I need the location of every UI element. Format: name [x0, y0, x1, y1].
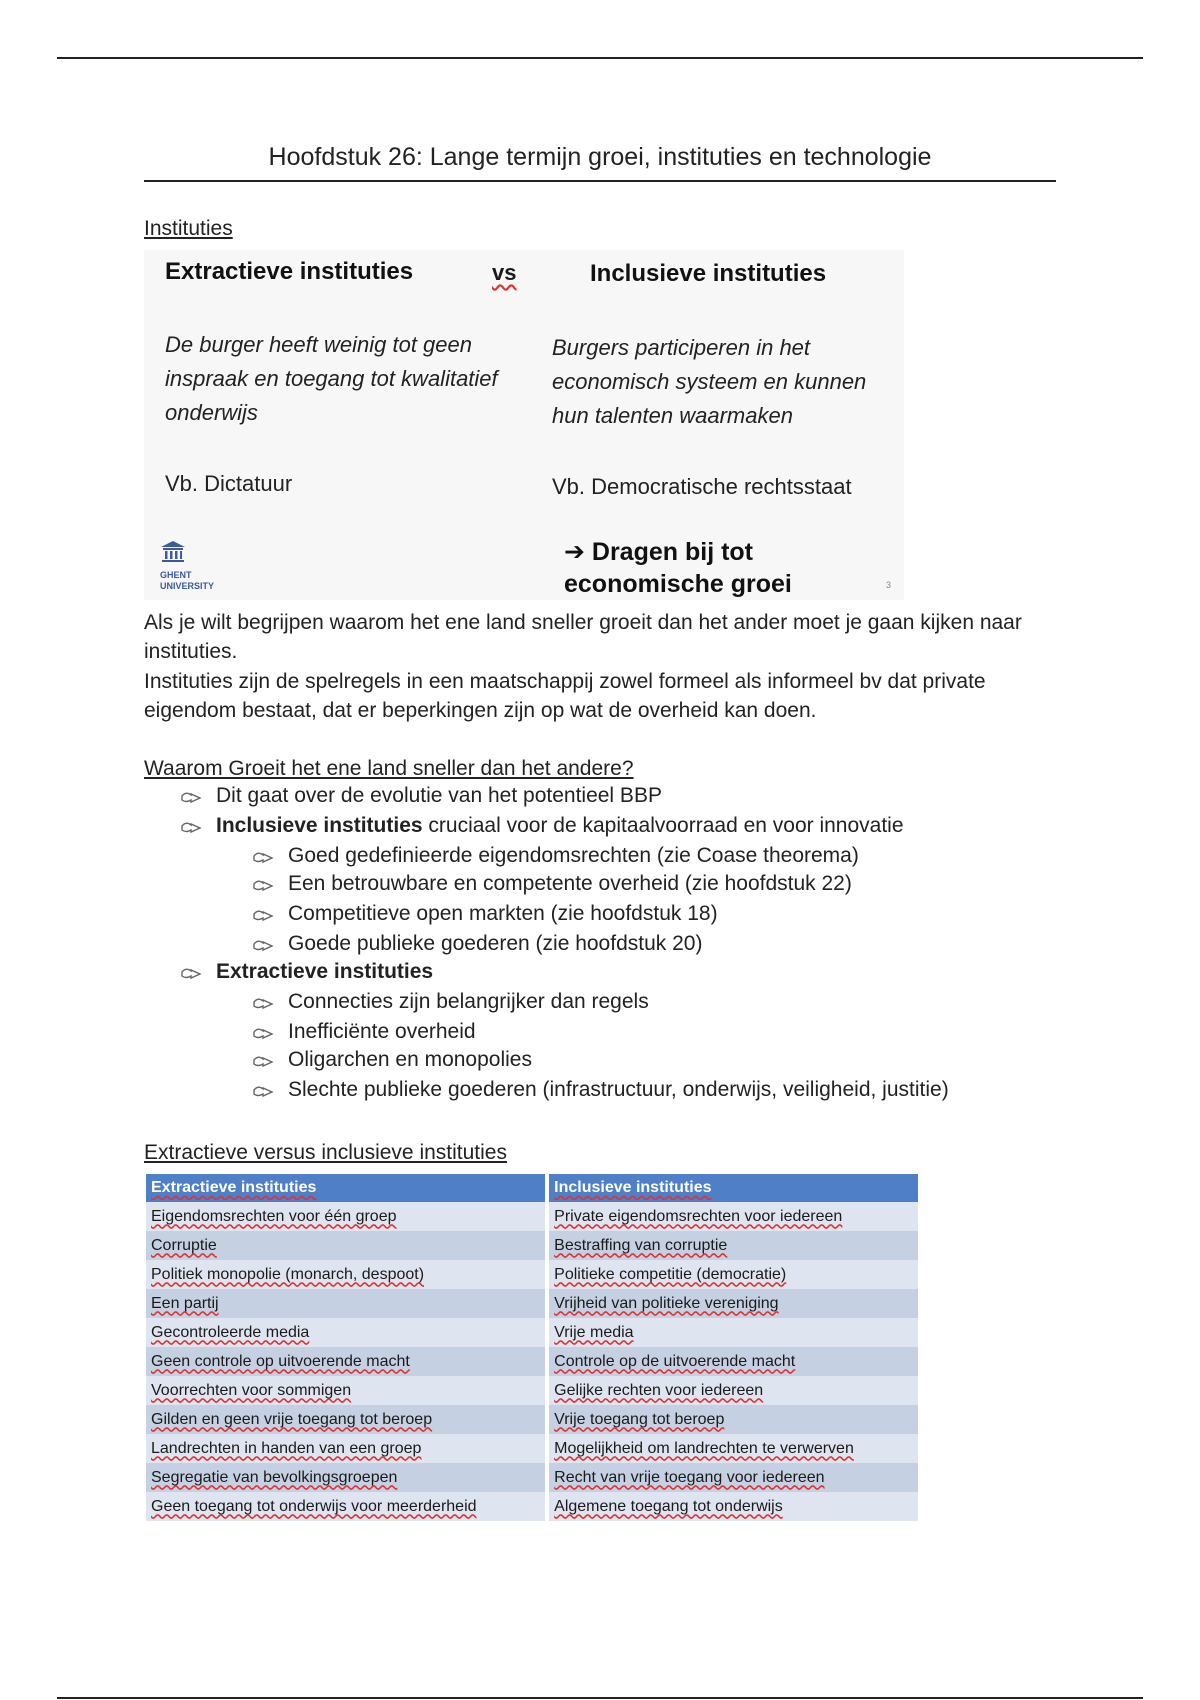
title-underline	[144, 180, 1056, 182]
table-cell: Gelijke rechten voor iedereen	[547, 1376, 920, 1405]
table-row	[146, 1347, 920, 1376]
arrow-bullet-icon	[252, 1026, 274, 1042]
page-title: Hoofdstuk 26: Lange termijn groei, instituties en technologie	[268, 143, 932, 171]
table-row	[146, 1463, 920, 1492]
table-cell: Landrechten in handen van een groep	[146, 1434, 547, 1463]
arrow-bullet-icon	[252, 850, 274, 866]
page-top-rule	[57, 57, 1143, 59]
table-cell: Eigendomsrechten voor één groep	[146, 1202, 547, 1231]
table-row	[146, 1434, 920, 1463]
university-logo-text: GHENT UNIVERSITY	[160, 570, 215, 591]
table-cell: Vrije media	[547, 1318, 920, 1347]
slide-conclusion	[564, 536, 792, 600]
table-cell: Voorrechten voor sommigen	[146, 1376, 547, 1405]
arrow-bullet-icon	[180, 820, 202, 836]
table-cell: Politieke competitie (democratie)	[547, 1260, 920, 1289]
table-cell: Corruptie	[146, 1231, 547, 1260]
table-cell: Gilden en geen vrije toegang tot beroep	[146, 1405, 547, 1434]
arrow-bullet-icon	[180, 790, 202, 806]
institutions-comparison-table	[146, 1174, 922, 1521]
section-heading-growth: Waarom Groeit het ene land sneller dan het andere?	[144, 757, 634, 780]
slide-left-description: De burger heeft weinig tot geen inspraak en toegang tot kwalitatief onderwijs	[165, 332, 498, 425]
slide-conclusion-line-2: economische groei	[564, 570, 792, 598]
table-cell: Gecontroleerde media	[146, 1318, 547, 1347]
table-cell: Bestraffing van corruptie	[547, 1231, 920, 1260]
slide-right-example: Vb. Democratische rechtsstaat	[552, 474, 852, 499]
table-cell: Geen controle op uitvoerende macht	[146, 1347, 547, 1376]
table-cell: Private eigendomsrechten voor iedereen	[547, 1202, 920, 1231]
table-row	[146, 1376, 920, 1405]
comparison-slide-image	[144, 250, 904, 600]
slide-left-title: Extractieve instituties	[165, 258, 414, 285]
arrow-bullet-icon	[252, 996, 274, 1012]
arrow-bullet-icon	[180, 966, 202, 982]
table-cell: Controle op de uitvoerende macht	[547, 1347, 920, 1376]
table-row	[146, 1318, 920, 1347]
table-cell: Segregatie van bevolkingsgroepen	[146, 1463, 547, 1492]
building-icon	[160, 540, 186, 564]
table-row	[146, 1231, 920, 1260]
arrow-bullet-icon	[252, 1084, 274, 1100]
table-row	[146, 1405, 920, 1434]
table-header-row	[146, 1174, 920, 1202]
table-header-inclusive: Inclusieve instituties	[547, 1174, 920, 1202]
slide-page-number: 3	[886, 580, 892, 590]
table-row	[146, 1289, 920, 1318]
table-cell: Vrije toegang tot beroep	[547, 1405, 920, 1434]
slide-vs-label: vs	[492, 260, 517, 285]
table-cell: Mogelijkheid om landrechten te verwerven	[547, 1434, 920, 1463]
table-cell: Algemene toegang tot onderwijs	[547, 1492, 920, 1521]
slide-left-example: Vb. Dictatuur	[165, 471, 293, 496]
table-row	[146, 1260, 920, 1289]
paragraph-why-institutions: Als je wilt begrijpen waarom het ene land sneller groeit dan het ander moet je gaan kijken naar instituties.	[144, 611, 1022, 663]
table-cell: Politiek monopolie (monarch, despoot)	[146, 1260, 547, 1289]
table-cell: Vrijheid van politieke vereniging	[547, 1289, 920, 1318]
page-bottom-rule	[57, 1697, 1143, 1699]
table-cell: Geen toegang tot onderwijs voor meerderheid	[146, 1492, 547, 1521]
arrow-bullet-icon	[252, 938, 274, 954]
slide-right-description: Burgers participeren in het economisch systeem en kunnen hun talenten waarmaken	[552, 335, 867, 428]
section-heading-comparison: Extractieve versus inclusieve instituties	[144, 1141, 507, 1164]
table-cell: Recht van vrije toegang voor iedereen	[547, 1463, 920, 1492]
arrow-bullet-icon	[252, 878, 274, 894]
paragraph-institutions-definition: Instituties zijn de spelregels in een maatschappij zowel formeel als informeel bv dat private eigendom bestaat, dat er beperkingen zijn op wat de overheid kan doen.	[144, 670, 986, 722]
arrow-bullet-icon	[252, 908, 274, 924]
table-row	[146, 1202, 920, 1231]
table-cell: Een partij	[146, 1289, 547, 1318]
slide-right-title: Inclusieve instituties	[590, 260, 827, 287]
table-row	[146, 1492, 920, 1521]
slide-conclusion-line-1: ➔ Dragen bij tot	[564, 538, 754, 566]
arrow-bullet-icon	[252, 1054, 274, 1070]
section-heading-instituties: Instituties	[144, 217, 233, 240]
table-header-extractive: Extractieve instituties	[146, 1174, 547, 1202]
university-logo	[160, 540, 230, 596]
